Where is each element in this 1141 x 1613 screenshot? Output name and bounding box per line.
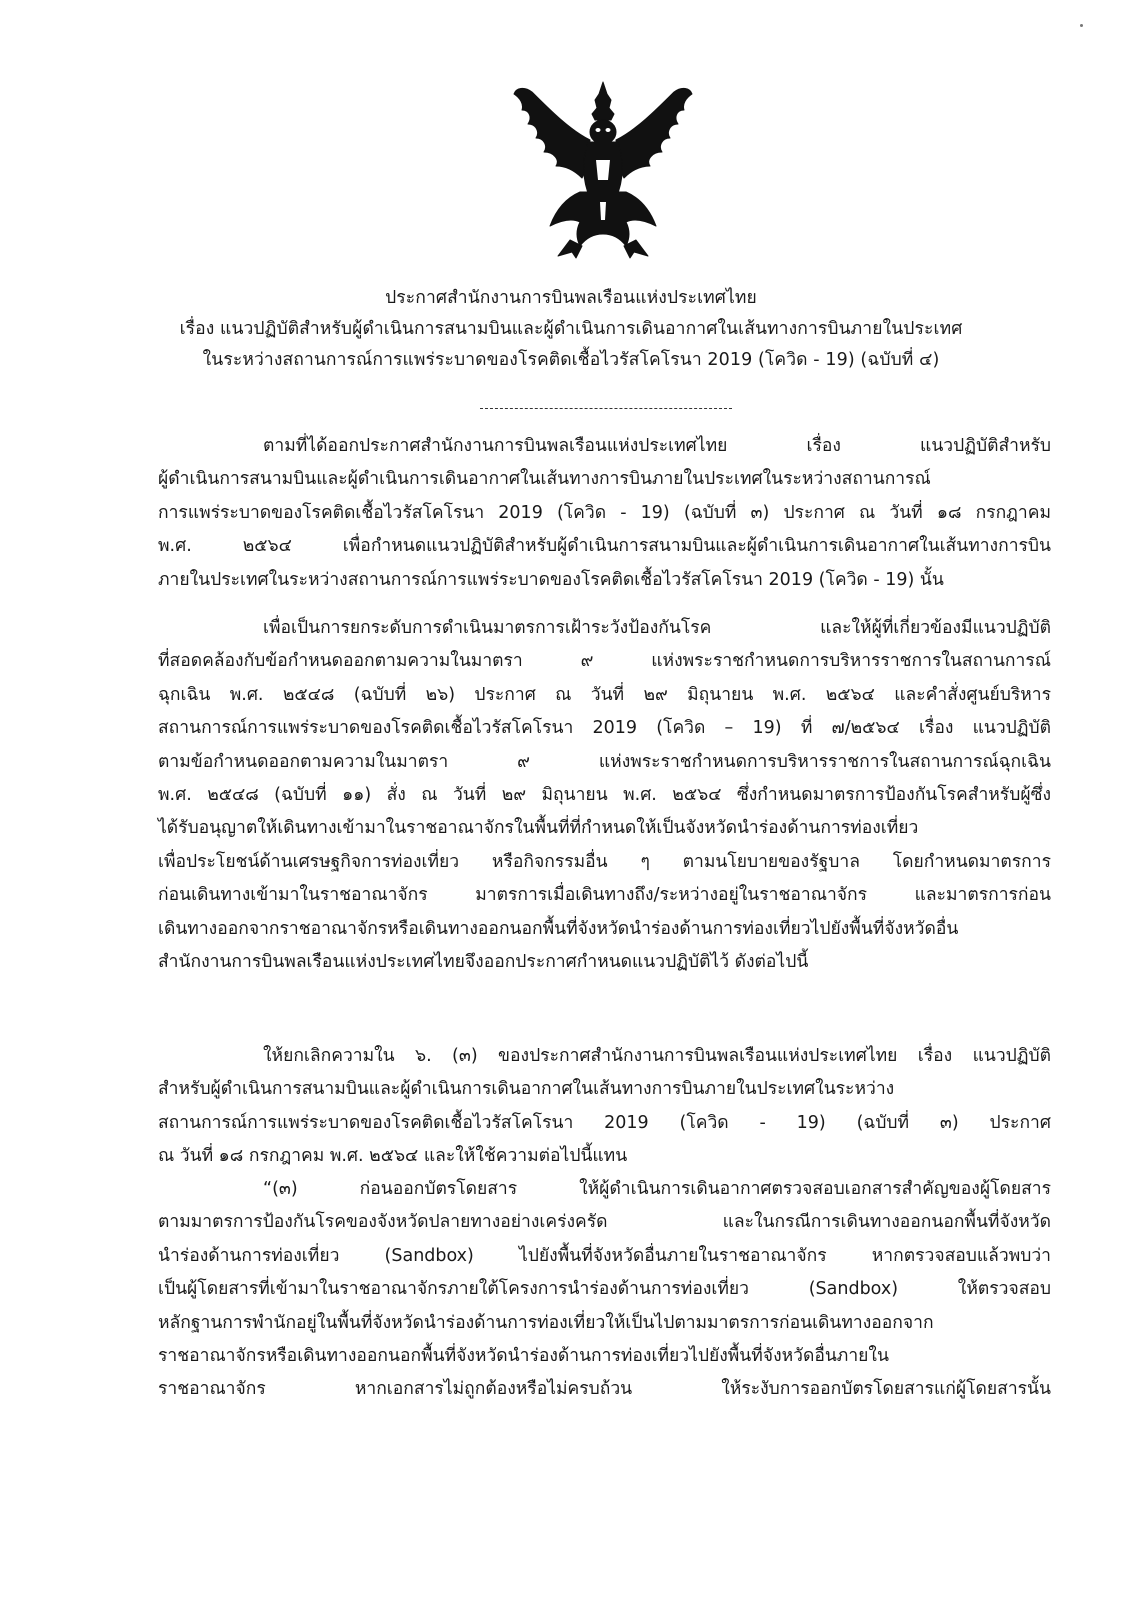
- paragraph-line: ให้ยกเลิกความใน ๖. (๓) ของประกาศสำนักงานการบินพลเรือนแห่งประเทศไทย เรื่อง แนวปฏิบัติ: [263, 1046, 1051, 1066]
- paragraph-line: ก่อนเดินทางเข้ามาในราชอาณาจักร มาตรการเมื่อเดินทางถึง/ระหว่างอยู่ในราชอาณาจักร และมาตรการก่อน: [158, 885, 1051, 906]
- paragraph-line: หลักฐานการพำนักอยู่ในพื้นที่จังหวัดนำร่องด้านการท่องเที่ยวให้เป็นไปตามมาตรการก่อนเดินทางออกจาก: [158, 1312, 934, 1333]
- header-subject-continued: ในระหว่างสถานการณ์การแพร่ระบาดของโรคติดเชื้อไวรัสโคโรนา 2019 (โควิด - 19) (ฉบับที่ ๔): [202, 350, 940, 370]
- paragraph-line: เพื่อเป็นการยกระดับการดำเนินมาตรการเฝ้าระวังป้องกันโรค และให้ผู้ที่เกี่ยวข้องมีแนวปฏิบัติ: [263, 618, 1051, 638]
- paragraph-line: สำนักงานการบินพลเรือนแห่งประเทศไทยจึงออกประกาศกำหนดแนวปฏิบัติไว้ ดังต่อไปนี้: [158, 952, 809, 973]
- scan-speck: [1080, 24, 1083, 27]
- paragraph-line: ตามที่ได้ออกประกาศสำนักงานการบินพลเรือนแห่งประเทศไทย เรื่อง แนวปฏิบัติสำหรับ: [263, 436, 1051, 456]
- paragraph-line: “(๓) ก่อนออกบัตรโดยสาร ให้ผู้ดำเนินการเดินอากาศตรวจสอบเอกสารสำคัญของผู้โดยสาร: [263, 1179, 1051, 1199]
- paragraph-line: สำหรับผู้ดำเนินการสนามบินและผู้ดำเนินการเดินอากาศในเส้นทางการบินภายในประเทศในระหว่าง: [158, 1079, 895, 1100]
- body-paragraph: [158, 430, 1051, 597]
- paragraph-line: ได้รับอนุญาตให้เดินทางเข้ามาในราชอาณาจักรในพื้นที่ที่กำหนดให้เป็นจังหวัดนำร่องด้านการท่องเที่ยว: [158, 818, 919, 839]
- paragraph-line: สถานการณ์การแพร่ระบาดของโรคติดเชื้อไวรัสโคโรนา 2019 (โควิด – 19) ที่ ๗/๒๕๖๔ เรื่อง แนวปฏิบัติ: [158, 718, 1051, 739]
- body-paragraph: [158, 612, 1051, 979]
- announcement-header: [90, 283, 1052, 376]
- paragraph-line: นำร่องด้านการท่องเที่ยว (Sandbox) ไปยังพื้นที่จังหวัดอื่นภายในราชอาณาจักร หากตรวจสอบแล้วพบว่า: [158, 1245, 1051, 1266]
- paragraph-line: เพื่อประโยชน์ด้านเศรษฐกิจการท่องเที่ยว หรือกิจกรรมอื่น ๆ ตามนโยบายของรัฐบาล โดยกำหนดมาตรการ: [158, 851, 1051, 872]
- paragraph-line: ตามข้อกำหนดออกตามความในมาตรา ๙ แห่งพระราชกำหนดการบริหารราชการในสถานการณ์ฉุกเฉิน: [158, 751, 1051, 772]
- paragraph-line: ผู้ดำเนินการสนามบินและผู้ดำเนินการเดินอากาศในเส้นทางการบินภายในประเทศในระหว่างสถานการณ์: [158, 469, 931, 490]
- paragraph-line: ราชอาณาจักรหรือเดินทางออกนอกพื้นที่จังหวัดนำร่องด้านการท่องเที่ยวไปยังพื้นที่จังหวัดอื่นภายใน: [158, 1346, 889, 1367]
- paragraph-line: ราชอาณาจักร หากเอกสารไม่ถูกต้องหรือไม่ครบถ้วน ให้ระงับการออกบัตรโดยสารแก่ผู้โดยสารนั้น: [158, 1379, 1051, 1400]
- paragraph-line: ฉุกเฉิน พ.ศ. ๒๕๔๘ (ฉบับที่ ๒๖) ประกาศ ณ วันที่ ๒๙ มิถุนายน พ.ศ. ๒๕๖๔ และคำสั่งศูนย์บริหาร: [158, 684, 1051, 705]
- body-paragraph: [158, 1173, 1051, 1407]
- paragraph-line: การแพร่ระบาดของโรคติดเชื้อไวรัสโคโรนา 2019 (โควิด - 19) (ฉบับที่ ๓) ประกาศ ณ วันที่ ๑๘ กรกฎาคม: [158, 502, 1051, 523]
- paragraph-line: เดินทางออกจากราชอาณาจักรหรือเดินทางออกนอกพื้นที่จังหวัดนำร่องด้านการท่องเที่ยวไปยังพื้นที่จังหวัดอื่น: [158, 918, 959, 939]
- paragraph-line: พ.ศ. ๒๕๖๔ เพื่อกำหนดแนวปฏิบัติสำหรับผู้ดำเนินการสนามบินและผู้ดำเนินการเดินอากาศในเส้นทางการบิน: [158, 536, 1051, 557]
- paragraph-line: เป็นผู้โดยสารที่เข้ามาในราชอาณาจักรภายใต้โครงการนำร่องด้านการท่องเที่ยว (Sandbox) ให้ตรวจสอบ: [158, 1279, 1051, 1300]
- header-divider: [480, 408, 732, 409]
- header-issuer: ประกาศสำนักงานการบินพลเรือนแห่งประเทศไทย: [385, 288, 757, 308]
- paragraph-line: สถานการณ์การแพร่ระบาดของโรคติดเชื้อไวรัสโคโรนา 2019 (โควิด - 19) (ฉบับที่ ๓) ประกาศ: [158, 1112, 1051, 1133]
- paragraph-line: พ.ศ. ๒๕๔๘ (ฉบับที่ ๑๑) สั่ง ณ วันที่ ๒๙ มิถุนายน พ.ศ. ๒๕๖๔ ซึ่งกำหนดมาตรการป้องกันโรคสำหรับผู้ซึ่ง: [158, 785, 1051, 806]
- paragraph-line: ภายในประเทศในระหว่างสถานการณ์การแพร่ระบาดของโรคติดเชื้อไวรัสโคโรนา 2019 (โควิด - 19) นั้น: [158, 569, 944, 590]
- body-paragraph: [158, 1040, 1051, 1174]
- paragraph-line: ณ วันที่ ๑๘ กรกฎาคม พ.ศ. ๒๕๖๔ และให้ใช้ความต่อไปนี้แทน: [158, 1146, 628, 1167]
- garuda-emblem-icon: [510, 80, 696, 260]
- paragraph-line: ที่สอดคล้องกับข้อกำหนดออกตามความในมาตรา ๙ แห่งพระราชกำหนดการบริหารราชการในสถานการณ์: [158, 651, 1051, 672]
- paragraph-line: ตามมาตรการป้องกันโรคของจังหวัดปลายทางอย่างเคร่งครัด และในกรณีการเดินทางออกนอกพื้นที่จังหวัด: [158, 1212, 1051, 1233]
- header-subject: เรื่อง แนวปฏิบัติสำหรับผู้ดำเนินการสนามบินและผู้ดำเนินการเดินอากาศในเส้นทางการบินภายในประเทศ: [179, 319, 963, 339]
